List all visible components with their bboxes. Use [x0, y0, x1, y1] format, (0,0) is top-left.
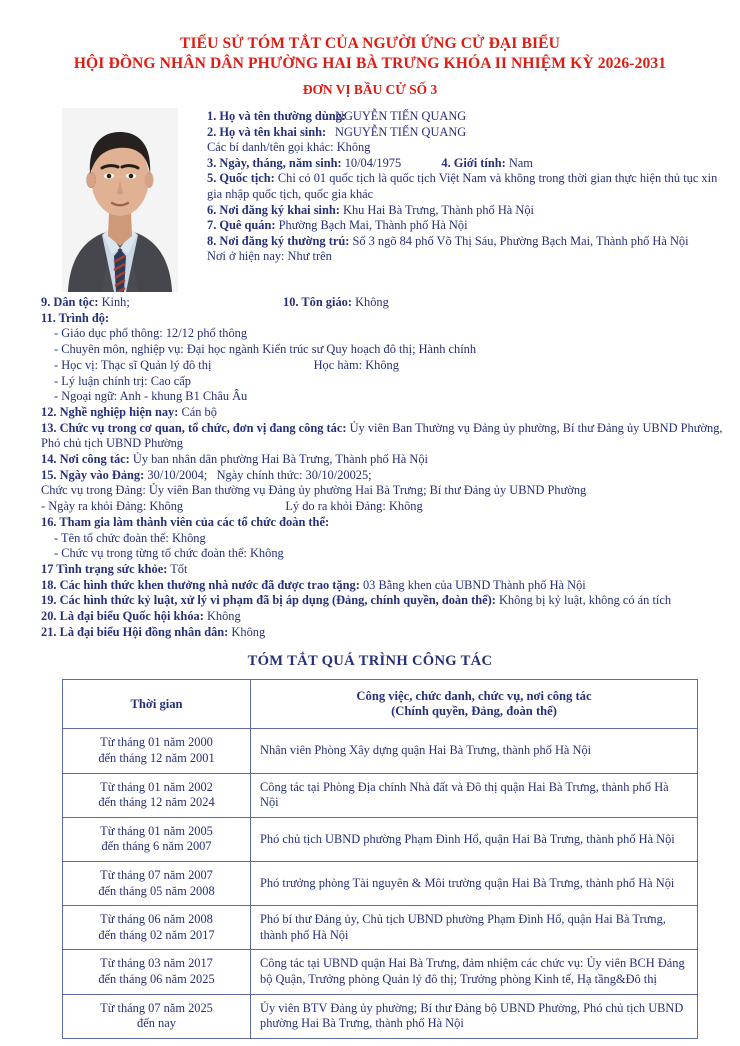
- field-ethnicity-religion: [41, 295, 730, 311]
- field-birth-registration-value: Khu Hai Bà Trưng, Thành phố Hà Nội: [343, 202, 534, 217]
- field-people-council-label: 21. Là đại biểu Hội đồng nhân dân:: [41, 624, 229, 639]
- field-hometown: [207, 218, 732, 234]
- field-national-assembly-label: 20. Là đại biểu Quốc hội khóa:: [41, 609, 204, 624]
- field-gender-value: Nam: [508, 155, 533, 170]
- field-foreign-language: - Ngoại ngữ: Anh - khung B1 Châu Âu: [54, 389, 248, 404]
- field-education-label: 11. Trình độ:: [41, 310, 110, 325]
- cell-time-from: Từ tháng 07 năm 2007: [100, 868, 213, 883]
- cell-time-from: Từ tháng 01 năm 2002: [100, 779, 213, 794]
- column-header-work: [251, 680, 698, 729]
- field-position: [41, 421, 730, 452]
- cell-time-to: đến tháng 05 năm 2008: [98, 883, 215, 898]
- field-party-exit: [41, 499, 730, 515]
- column-header-time: Thời gian: [63, 680, 251, 729]
- cell-time: [63, 729, 251, 773]
- cell-work: Nhân viên Phòng Xây dựng quận Hai Bà Trưng, thành phố Hà Nội: [251, 729, 698, 773]
- document-title-line-1: TIỂU SỬ TÓM TẮT CỦA NGƯỜI ỨNG CỬ ĐẠI BIỂU: [180, 35, 560, 52]
- field-national-assembly: [41, 609, 730, 625]
- cell-time: [63, 862, 251, 906]
- field-awards: [41, 578, 730, 594]
- identity-section: [0, 105, 740, 293]
- cell-work: Phó bí thư Đảng ủy, Chủ tịch UBND phường Phạm Đình Hổ, quận Hai Bà Trưng, thành phố Hà Nội: [251, 906, 698, 950]
- field-ethnicity: [41, 295, 283, 311]
- cell-time-from: Từ tháng 01 năm 2005: [100, 823, 213, 838]
- field-nationality-label: 5. Quốc tịch:: [207, 171, 275, 186]
- table-header-row: [63, 680, 698, 729]
- field-party-position: Chức vụ trong Đảng: Ủy viên Ban thường vụ Đảng ủy phường Hai Bà Trưng; Bí thư Đảng ủy UBND Phường: [41, 483, 587, 498]
- column-header-work-line2: (Chính quyền, Đảng, đoàn thể): [391, 704, 557, 719]
- field-permanent-address-label: 8. Nơi đăng ký thường trú:: [207, 233, 350, 248]
- cell-time-to: đến tháng 12 năm 2001: [98, 751, 215, 766]
- field-academic-rank: Học hàm: Không: [313, 357, 399, 372]
- field-common-name-value: NGUYỄN TIẾN QUANG: [335, 109, 467, 123]
- field-religion: [283, 295, 389, 311]
- field-professional-education: - Chuyên môn, nghiệp vụ: Đại học ngành Kiến trúc sư Quy hoạch đô thị; Hành chính: [54, 342, 477, 357]
- field-alias: Các bí danh/tên gọi khác: Không: [207, 140, 371, 155]
- field-party-official-value: 30/10/20025;: [305, 467, 372, 482]
- field-hometown-value: Phường Bạch Mai, Thành phố Hà Nội: [278, 218, 468, 233]
- field-political-theory: - Lý luận chính trị: Cao cấp: [54, 373, 191, 388]
- field-organization-position: - Chức vụ trong từng tổ chức đoàn thể: Không: [54, 546, 284, 561]
- field-dob-label: 3. Ngày, tháng, năm sinh:: [207, 155, 342, 170]
- field-birth-name-label: 2. Họ và tên khai sinh:: [207, 124, 327, 139]
- field-disciplinary-value: Không bị kỷ luật, không có án tích: [498, 593, 672, 608]
- document-header: [0, 0, 740, 99]
- field-disciplinary-label: 19. Các hình thức kỷ luật, xử lý vi phạm đã bị áp dụng (Đảng, chính quyền, đoàn thể):: [41, 593, 496, 608]
- table-row: [63, 817, 698, 861]
- field-party-join-label: 15. Ngày vào Đảng:: [41, 467, 145, 482]
- field-people-council: [41, 625, 730, 641]
- table-row: [63, 862, 698, 906]
- cell-time-to: đến tháng 06 năm 2025: [98, 972, 215, 986]
- field-religion-value: Không: [355, 295, 389, 309]
- field-party-official-label: Ngày chính thức:: [216, 467, 303, 482]
- cell-time-to: đến tháng 6 năm 2007: [101, 839, 212, 854]
- career-table-title: TÓM TẮT QUÁ TRÌNH CÔNG TÁC: [247, 653, 493, 670]
- table-row: [63, 950, 698, 994]
- field-awards-value: 03 Bằng khen của UBND Thành phố Hà Nội: [362, 577, 586, 592]
- field-occupation-value: Cán bộ: [181, 404, 217, 419]
- field-common-name-label: 1. Họ và tên thường dùng:: [207, 109, 346, 123]
- cell-time: [63, 817, 251, 861]
- biography-fields: [0, 295, 740, 640]
- cell-work: Phó trưởng phòng Tài nguyên & Môi trường quận Hai Bà Trưng, thành phố Hà Nội: [251, 862, 698, 906]
- cell-time: [63, 950, 251, 994]
- field-birth-registration: [207, 203, 732, 219]
- field-occupation-label: 12. Nghề nghiệp hiện nay:: [41, 404, 179, 419]
- table-row: [63, 906, 698, 950]
- field-permanent-address: [207, 234, 732, 250]
- field-people-council-value: Không: [231, 624, 266, 639]
- field-degree: - Học vị: Thạc sĩ Quản lý đô thị: [54, 357, 212, 372]
- field-national-assembly-value: Không: [206, 609, 241, 624]
- cell-work: Công tác tại Phòng Địa chính Nhà đất và Đô thị quận Hai Bà Trưng, thành phố Hà Nội: [251, 773, 698, 817]
- field-dob-value: 10/04/1975: [344, 155, 402, 170]
- cell-work: Ủy viên BTV Đảng ủy phường; Bí thư Đảng bộ UBND Phường, Phó chủ tịch UBND phường Hai Bà Trưng, thành phố Hà Nội: [251, 994, 698, 1038]
- field-party-exit-date: - Ngày ra khỏi Đảng: Không: [41, 499, 184, 514]
- field-ethnicity-label: 9. Dân tộc:: [41, 295, 99, 309]
- field-general-education: - Giáo dục phổ thông: 12/12 phổ thông: [54, 326, 248, 341]
- field-birth-registration-label: 6. Nơi đăng ký khai sinh:: [207, 202, 340, 217]
- field-health: [41, 562, 730, 578]
- personal-fields: [207, 109, 732, 265]
- field-awards-label: 18. Các hình thức khen thưởng nhà nước đã được trao tặng:: [41, 577, 360, 592]
- cell-work: Công tác tại UBND quận Hai Bà Trưng, đảm nhiệm các chức vụ: Ủy viên BCH Đảng bộ Quận, Trưởng phòng Quản lý đô thị; Trưởng phòng Kinh tế, Hạ tầng&Đô thị: [251, 950, 698, 994]
- cell-time: [63, 994, 251, 1038]
- field-health-label: 17 Tình trạng sức khỏe:: [41, 561, 168, 576]
- field-nationality-value: Chỉ có 01 quốc tịch là quốc tịch Việt Nam và không trong thời gian thực hiện thủ tục xin gia nhập quốc tịch, quốc gia khác: [207, 171, 718, 201]
- field-degree-and-rank: [41, 358, 730, 374]
- field-organizations-heading: [41, 515, 730, 531]
- table-row: [63, 773, 698, 817]
- field-position-value: Ủy viên Ban Thường vụ Đảng ủy phường, Bí thư Đảng ủy UBND Phường, Phó chủ tịch UBND Phường: [41, 420, 723, 451]
- career-history-table: [62, 679, 698, 1038]
- field-position-label: 13. Chức vụ trong cơ quan, tổ chức, đơn vị đang công tác:: [41, 420, 347, 435]
- field-organizations-label: 16. Tham gia làm thành viên của các tổ chức đoàn thể:: [41, 514, 330, 529]
- field-hometown-label: 7. Quê quán:: [207, 218, 276, 233]
- field-current-residence: Nơi ở hiện nay: Như trên: [207, 249, 332, 264]
- cell-time-from: Từ tháng 01 năm 2000: [100, 735, 213, 750]
- cell-time: [63, 773, 251, 817]
- cell-time-to: đến nay: [137, 1016, 176, 1031]
- field-birth-name: [207, 125, 732, 141]
- field-organization-name: - Tên tổ chức đoàn thể: Không: [54, 530, 206, 545]
- field-occupation: [41, 405, 730, 421]
- field-party-exit-reason: Lý do ra khỏi Đảng: Không: [285, 499, 423, 514]
- field-disciplinary: [41, 593, 730, 609]
- field-permanent-address-value: Số 3 ngõ 84 phố Võ Thị Sáu, Phường Bạch Mai, Thành phố Hà Nội: [352, 233, 689, 248]
- table-row: [63, 729, 698, 773]
- field-religion-label: 10. Tôn giáo:: [283, 295, 352, 309]
- field-education-heading: [41, 311, 730, 327]
- cell-time-to: đến tháng 02 năm 2017: [98, 927, 215, 942]
- field-gender-label: 4. Giới tính:: [441, 155, 506, 170]
- candidate-portrait-photo: [62, 108, 178, 292]
- field-workplace-value: Ủy ban nhân dân phường Hai Bà Trưng, Thành phố Hà Nội: [132, 452, 428, 467]
- electoral-unit-subtitle: ĐƠN VỊ BẦU CỬ SỐ 3: [302, 82, 438, 97]
- field-nationality: [207, 171, 732, 202]
- field-dob-gender: [207, 156, 732, 172]
- field-health-value: Tốt: [170, 561, 188, 576]
- field-party-join-date: [41, 468, 730, 484]
- cell-time-to: đến tháng 12 năm 2024: [98, 795, 215, 810]
- field-birth-name-value: NGUYỄN TIẾN QUANG: [335, 124, 467, 139]
- table-row: [63, 994, 698, 1038]
- cell-time-from: Từ tháng 07 năm 2025: [100, 1000, 213, 1015]
- career-table-body: [63, 729, 698, 1038]
- field-ethnicity-value: Kinh;: [101, 295, 130, 309]
- cell-work: Phó chủ tịch UBND phường Phạm Đình Hổ, quận Hai Bà Trưng, thành phố Hà Nội: [251, 817, 698, 861]
- field-common-name: [207, 109, 732, 125]
- cell-time-from: Từ tháng 03 năm 2017: [100, 956, 213, 971]
- document-title-line-2: HỘI ĐỒNG NHÂN DÂN PHƯỜNG HAI BÀ TRƯNG KHÓA II NHIỆM KỲ 2026-2031: [73, 55, 667, 72]
- field-party-join-value: 30/10/2004;: [147, 467, 208, 482]
- portrait-illustration: [62, 108, 178, 292]
- field-workplace: [41, 452, 730, 468]
- column-header-work-line1: Công việc, chức danh, chức vụ, nơi công tác: [356, 689, 592, 704]
- cell-time-from: Từ tháng 06 năm 2008: [100, 912, 213, 927]
- field-workplace-label: 14. Nơi công tác:: [41, 452, 130, 467]
- cell-time: [63, 906, 251, 950]
